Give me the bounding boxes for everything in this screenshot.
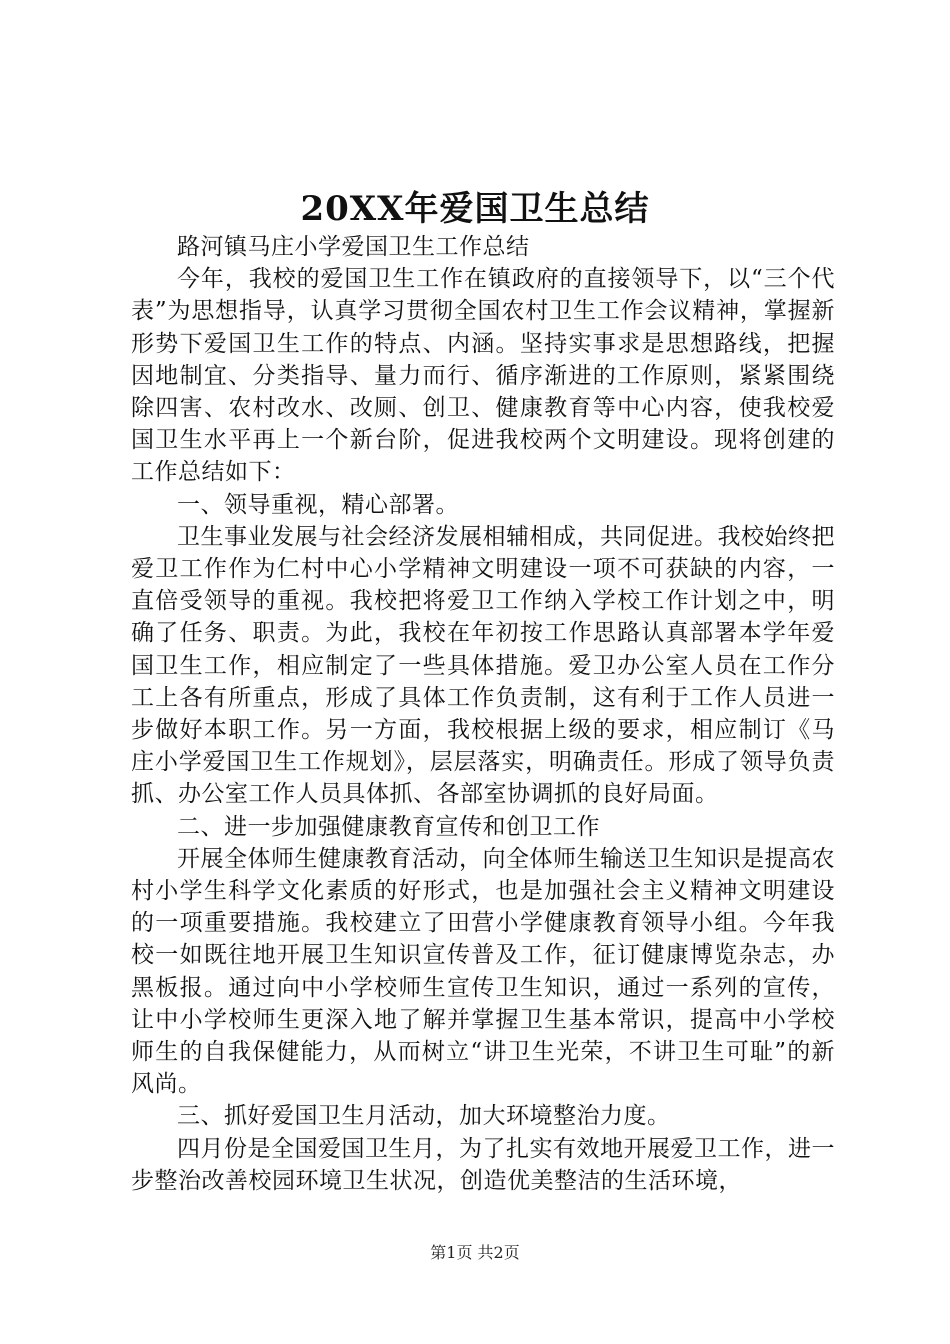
paragraph-subtitle: 路河镇马庄小学爱国卫生工作总结 <box>177 234 530 260</box>
paragraph-section-1: 卫生事业发展与社会经济发展相辅相成，共同促进。我校始终把爱卫工作作为仁村中心小学精神文明建设一项不可获缺的内容，一直倍受领导的重视。我校把将爱卫工作纳入学校工作计划之中，明确了任务、职责。为此，我校在年初按工作思路认真部署本学年爱国卫生工作，相应制定了一些具体措施。爱卫办公室人员在工作分工上各有所重点，形成了具体工作负责制，这有利于工作人员进一步做好本职工作。另一方面，我校根据上级的要求，相应制订《马庄小学爱国卫生工作规划》，层层落实，明确责任。形成了领导负责抓、办公室工作人员具体抓、各部室协调抓的良好局面。 <box>131 523 835 808</box>
document-title: 20XX年爱国卫生总结 <box>300 189 650 229</box>
section-heading-3: 三、抓好爱国卫生月活动，加大环境整治力度。 <box>177 1103 671 1130</box>
page-footer: 第1页 共2页 <box>430 1243 520 1262</box>
section-heading-1: 一、领导重视，精心部署。 <box>177 491 459 518</box>
paragraph-section-3: 四月份是全国爱国卫生月，为了扎实有效地开展爱卫工作，进一步整治改善校园环境卫生状况，创造优美整洁的生活环境， <box>131 1135 835 1194</box>
paragraph-intro: 今年，我校的爱国卫生工作在镇政府的直接领导下，以“三个代表”为思想指导，认真学习贯彻全国农村卫生工作会议精神，掌握新形势下爱国卫生工作的特点、内涵。坚持实事求是思想路线，把握因地制宜、分类指导、量力而行、循序渐进的工作原则，紧紧围绕除四害、农村改水、改厕、创卫、健康教育等中心内容，使我校爱国卫生水平再上一个新台阶，促进我校两个文明建设。现将创建的工作总结如下： <box>131 266 835 486</box>
section-heading-2: 二、进一步加强健康教育宣传和创卫工作 <box>177 813 600 840</box>
paragraph-section-2: 开展全体师生健康教育活动，向全体师生输送卫生知识是提高农村小学生科学文化素质的好形式，也是加强社会主义精神文明建设的一项重要措施。我校建立了田营小学健康教育领导小组。今年我校一如既往地开展卫生知识宣传普及工作，征订健康博览杂志，办黑板报。通过向中小学校师生宣传卫生知识，通过一系列的宣传，让中小学校师生更深入地了解并掌握卫生基本常识，提高中小学校师生的自我保健能力，从而树立“讲卫生光荣，不讲卫生可耻”的新风尚。 <box>131 845 835 1098</box>
document-body <box>131 231 835 1197</box>
